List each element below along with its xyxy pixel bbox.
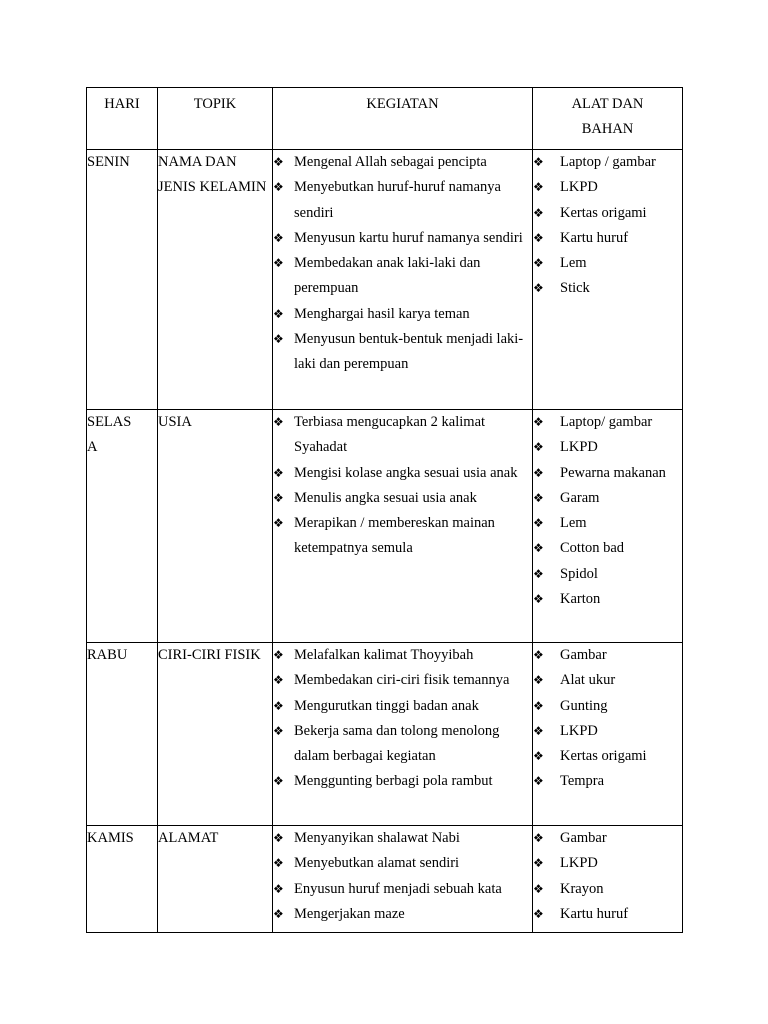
cell-kegiatan (273, 410, 533, 643)
list-item (273, 719, 532, 770)
list-item (273, 668, 532, 693)
cell-hari (87, 826, 158, 933)
four-diamond-bullet-icon: ❖ (273, 490, 284, 505)
list-item (533, 719, 682, 744)
list-item (533, 587, 682, 612)
cell-kegiatan (273, 826, 533, 933)
list-item (273, 251, 532, 302)
list-item (533, 226, 682, 251)
cell-topik (158, 826, 273, 933)
list-item-text: LKPD (560, 855, 598, 872)
list-item (533, 150, 682, 175)
list-item (273, 643, 532, 668)
list-item (273, 694, 532, 719)
hari-text: KAMIS (87, 830, 134, 846)
list-item (273, 410, 532, 461)
alat-list (533, 410, 682, 612)
list-item-text: LKPD (560, 179, 598, 196)
list-item (273, 327, 532, 378)
list-item-text: Enyusun huruf menjadi sebuah kata (294, 880, 502, 897)
list-item (533, 562, 682, 587)
cell-alat-bahan (533, 410, 683, 643)
list-item-text: Menyebutkan huruf-huruf namanya sendiri (294, 179, 501, 221)
four-diamond-bullet-icon: ❖ (273, 673, 284, 688)
hari-text: SELASA (87, 414, 132, 456)
four-diamond-bullet-icon: ❖ (533, 205, 544, 220)
four-diamond-bullet-icon: ❖ (273, 332, 284, 347)
four-diamond-bullet-icon: ❖ (533, 592, 544, 607)
table-row (87, 410, 683, 643)
cell-hari (87, 410, 158, 643)
alat-list (533, 643, 682, 795)
kegiatan-list (273, 410, 532, 562)
list-item-text: Stick (560, 280, 590, 297)
topik-text: USIA (158, 414, 192, 430)
four-diamond-bullet-icon: ❖ (533, 673, 544, 688)
list-item (273, 851, 532, 876)
four-diamond-bullet-icon: ❖ (273, 155, 284, 169)
list-item (533, 410, 682, 435)
four-diamond-bullet-icon: ❖ (533, 648, 544, 662)
hari-text: RABU (87, 647, 128, 663)
table-header (87, 88, 683, 150)
list-item (533, 851, 682, 876)
four-diamond-bullet-icon: ❖ (533, 415, 544, 429)
header-hari-label: HARI (104, 96, 140, 112)
four-diamond-bullet-icon: ❖ (533, 723, 544, 738)
list-item-text: Mengurutkan tinggi badan anak (294, 697, 479, 714)
four-diamond-bullet-icon: ❖ (533, 906, 544, 921)
list-item-text: Bekerja sama dan tolong menolong dalam berbagai kegiatan (294, 722, 500, 765)
four-diamond-bullet-icon: ❖ (533, 281, 544, 296)
list-item (533, 643, 682, 668)
list-item-text: Menulis angka sesuai usia anak (294, 489, 477, 506)
cell-alat-bahan (533, 643, 683, 826)
list-item (533, 769, 682, 794)
four-diamond-bullet-icon: ❖ (273, 698, 284, 713)
list-item-text: Tempra (560, 773, 605, 790)
list-item (533, 826, 682, 851)
four-diamond-bullet-icon: ❖ (533, 516, 544, 531)
list-item-text: Membedakan ciri-ciri fisik temannya (294, 672, 510, 689)
list-item-text: Pewarna makanan (560, 464, 666, 481)
four-diamond-bullet-icon: ❖ (533, 881, 544, 896)
list-item-text: Karton (560, 591, 601, 608)
four-diamond-bullet-icon: ❖ (533, 490, 544, 505)
list-item-text: Laptop/ gambar (560, 414, 653, 430)
list-item (273, 486, 532, 511)
list-item (273, 511, 532, 562)
list-item (273, 769, 532, 794)
kegiatan-list (273, 826, 532, 927)
list-item (533, 877, 682, 902)
four-diamond-bullet-icon: ❖ (273, 306, 284, 321)
list-item-text: Lem (560, 515, 587, 532)
list-item (533, 276, 682, 301)
list-item-text: Spidol (560, 565, 598, 582)
table-row (87, 643, 683, 826)
list-item (533, 486, 682, 511)
four-diamond-bullet-icon: ❖ (273, 648, 284, 662)
four-diamond-bullet-icon: ❖ (533, 698, 544, 713)
kegiatan-list (273, 150, 532, 378)
list-item-text: Menggunting berbagi pola rambut (294, 773, 493, 790)
list-item-text: Mengenal Allah sebagai pencipta (294, 154, 487, 170)
four-diamond-bullet-icon: ❖ (533, 440, 544, 455)
four-diamond-bullet-icon: ❖ (533, 230, 544, 245)
list-item-text: Menyusun bentuk-bentuk menjadi laki-laki dan perempuan (294, 331, 524, 373)
list-item-text: Laptop / gambar (560, 154, 656, 170)
list-item (273, 150, 532, 175)
list-item-text: Mengisi kolase angka sesuai usia anak (294, 464, 518, 481)
table-body (87, 150, 683, 933)
list-item (533, 511, 682, 536)
list-item (273, 902, 532, 927)
list-item-text: LKPD (560, 439, 598, 456)
list-item-text: Terbiasa mengucapkan 2 kalimat Syahadat (294, 414, 486, 456)
cell-topik (158, 643, 273, 826)
four-diamond-bullet-icon: ❖ (273, 230, 284, 245)
table-row (87, 150, 683, 410)
list-item (533, 175, 682, 200)
topik-text: ALAMAT (158, 830, 219, 846)
list-item-text: Alat ukur (560, 672, 616, 689)
cell-topik (158, 410, 273, 643)
list-item (273, 302, 532, 327)
four-diamond-bullet-icon: ❖ (533, 774, 544, 789)
kegiatan-list (273, 643, 532, 795)
list-item-text: Menyebutkan alamat sendiri (294, 855, 460, 872)
list-item-text: Lem (560, 255, 587, 272)
header-alat-bahan (533, 88, 683, 150)
cell-kegiatan (273, 643, 533, 826)
list-item-text: Krayon (560, 880, 604, 897)
list-item-text: Cotton bad (560, 540, 625, 557)
header-alat-bahan-label: ALAT DAN BAHAN (571, 96, 644, 138)
list-item (273, 226, 532, 251)
four-diamond-bullet-icon: ❖ (273, 465, 284, 480)
list-item-text: Membedakan anak laki-laki dan perempuan (294, 255, 481, 297)
four-diamond-bullet-icon: ❖ (273, 516, 284, 531)
list-item-text: Menyusun kartu huruf namanya sendiri (294, 229, 523, 246)
list-item (273, 826, 532, 851)
four-diamond-bullet-icon: ❖ (273, 831, 284, 845)
list-item-text: Garam (560, 489, 600, 506)
cell-hari (87, 150, 158, 410)
list-item-text: Gambar (560, 830, 607, 846)
list-item-text: Gunting (560, 697, 608, 714)
list-item-text: Melafalkan kalimat Thoyyibah (294, 647, 474, 663)
list-item-text: Kartu huruf (560, 229, 629, 246)
four-diamond-bullet-icon: ❖ (273, 881, 284, 896)
alat-list (533, 826, 682, 927)
four-diamond-bullet-icon: ❖ (533, 256, 544, 271)
list-item (533, 902, 682, 927)
list-item-text: Kartu huruf (560, 905, 629, 922)
four-diamond-bullet-icon: ❖ (273, 256, 284, 271)
schedule-table (86, 87, 683, 933)
four-diamond-bullet-icon: ❖ (273, 856, 284, 871)
list-item (533, 435, 682, 460)
list-item-text: Kertas origami (560, 748, 647, 765)
four-diamond-bullet-icon: ❖ (533, 831, 544, 845)
list-item (273, 877, 532, 902)
topik-text: CIRI-CIRI FISIK (158, 647, 261, 663)
four-diamond-bullet-icon: ❖ (533, 541, 544, 556)
list-item-text: Menyanyikan shalawat Nabi (294, 830, 460, 846)
cell-hari (87, 643, 158, 826)
list-item-text: Gambar (560, 647, 607, 663)
four-diamond-bullet-icon: ❖ (273, 415, 284, 429)
list-item (533, 668, 682, 693)
list-item-text: Kertas origami (560, 204, 647, 221)
four-diamond-bullet-icon: ❖ (533, 465, 544, 480)
list-item (533, 201, 682, 226)
header-row (87, 88, 683, 150)
list-item (533, 536, 682, 561)
cell-alat-bahan (533, 826, 683, 933)
four-diamond-bullet-icon: ❖ (533, 155, 544, 169)
list-item (533, 694, 682, 719)
alat-list (533, 150, 682, 302)
header-topik-label: TOPIK (193, 96, 237, 112)
list-item (533, 744, 682, 769)
four-diamond-bullet-icon: ❖ (533, 856, 544, 871)
list-item (273, 175, 532, 226)
four-diamond-bullet-icon: ❖ (533, 180, 544, 195)
list-item (533, 461, 682, 486)
four-diamond-bullet-icon: ❖ (273, 180, 284, 195)
cell-topik (158, 150, 273, 410)
four-diamond-bullet-icon: ❖ (533, 749, 544, 764)
four-diamond-bullet-icon: ❖ (273, 723, 284, 738)
four-diamond-bullet-icon: ❖ (533, 566, 544, 581)
list-item (273, 461, 532, 486)
topik-text: NAMA DAN JENIS KELAMIN (158, 154, 267, 196)
cell-kegiatan (273, 150, 533, 410)
header-kegiatan-label: KEGIATAN (366, 96, 439, 112)
table-row (87, 826, 683, 933)
header-topik (158, 88, 273, 150)
four-diamond-bullet-icon: ❖ (273, 906, 284, 921)
list-item-text: Merapikan / membereskan mainan ketempatnya semula (294, 515, 495, 557)
list-item-text: Mengerjakan maze (294, 905, 405, 922)
header-hari (87, 88, 158, 150)
list-item-text: LKPD (560, 722, 598, 739)
list-item-text: Menghargai hasil karya teman (294, 305, 470, 322)
list-item (533, 251, 682, 276)
four-diamond-bullet-icon: ❖ (273, 774, 284, 789)
cell-alat-bahan (533, 150, 683, 410)
header-kegiatan (273, 88, 533, 150)
hari-text: SENIN (87, 154, 130, 170)
